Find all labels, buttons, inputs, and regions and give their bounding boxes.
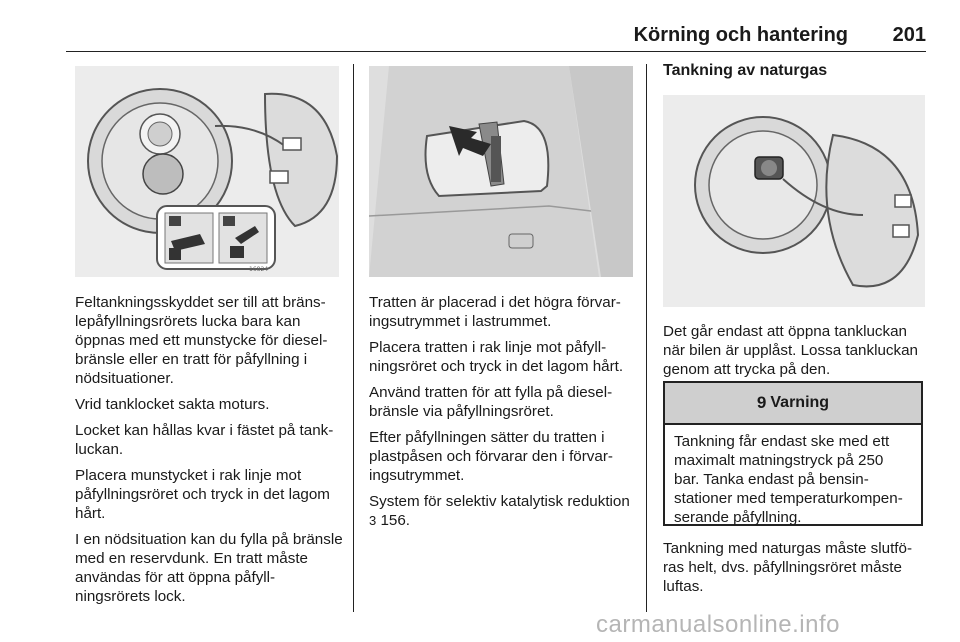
figure-fuel-flap <box>75 66 339 277</box>
cross-reference <box>369 492 635 530</box>
paragraph: Efter påfyllningen sätter du tratten i plastpåsen och förvarar den i förvaringsutrymmet. <box>369 429 613 484</box>
paragraph: Tankning med naturgas måste slutföras helt, dvs. påfyllningsröret måste luftas. <box>663 540 913 595</box>
running-title: Körning och hantering <box>633 24 848 46</box>
page-number: 201 <box>892 24 926 46</box>
column-divider <box>353 64 354 612</box>
watermark: carmanualsonline.info <box>596 611 840 638</box>
reference-page[interactable]: 156. <box>380 512 411 529</box>
paragraph: Använd tratten för att fylla på dieselbränsle via påfyllningsröret. <box>369 384 613 420</box>
paragraph: Placera tratten i rak linje mot påfyllningsröret och tryck in det lagom hårt. <box>369 339 624 375</box>
natural-gas-filler-illustration <box>663 95 925 307</box>
warning-header <box>665 383 921 425</box>
warning-box <box>663 381 923 526</box>
left-column-text <box>75 293 343 613</box>
warning-text: Tankning får endast ske med ett maximalt matningstryck på 250 bar. Tanka endast på bensinstationer med temperaturkompenserande påfyllning. <box>674 433 903 526</box>
paragraph: Tratten är placerad i det högra förvaringsutrymmet i lastrummet. <box>369 294 621 330</box>
column-divider <box>646 64 647 612</box>
warning-icon: 9 <box>756 393 767 412</box>
right-column-closing <box>663 539 927 603</box>
figure-code: 16824 <box>249 266 269 273</box>
figure-natural-gas-filler <box>663 95 925 307</box>
right-column-intro <box>663 322 927 386</box>
paragraph: I en nödsituation kan du fylla på bränsle med en reservdunk. En tratt måste användas för att öppna påfyllningsrörets lock. <box>75 531 343 605</box>
paragraph: Vrid tanklocket sakta moturs. <box>75 396 270 413</box>
paragraph: Det går endast att öppna tankluckan när bilen är upplåst. Lossa tankluckan genom att trycka på den. <box>663 323 918 378</box>
header-rule <box>66 51 926 52</box>
reference-arrow-icon: 3 <box>369 513 377 528</box>
warning-title: Varning <box>770 394 830 411</box>
fuel-flap-misfuel-protector-illustration <box>75 66 339 277</box>
middle-column-text <box>369 293 635 537</box>
funnel-in-load-compartment-illustration <box>369 66 633 277</box>
figure-funnel-storage <box>369 66 633 277</box>
paragraph: Placera munstycket i rak linje mot påfyllningsröret och tryck in det lagom hårt. <box>75 467 330 522</box>
paragraph: Feltankningsskyddet ser till att bränslepåfyllningsrörets lucka bara kan öppnas med ett munstycke för dieselbränsle eller en tratt för påfyllning i nödsituationer. <box>75 294 328 387</box>
section-heading: Tankning av naturgas <box>663 62 828 79</box>
paragraph: Locket kan hållas kvar i fästet på tankluckan. <box>75 422 334 458</box>
reference-text: System för selektiv katalytisk reduktion <box>369 493 630 510</box>
